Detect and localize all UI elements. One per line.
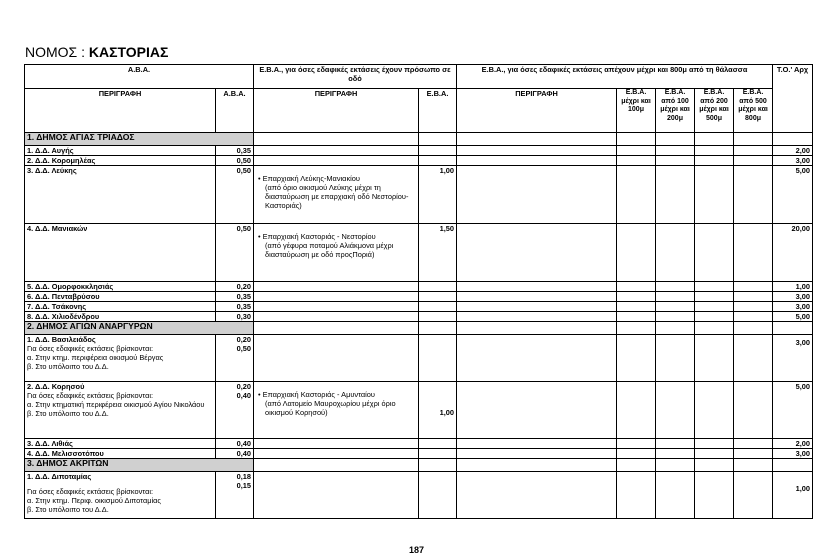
aba-value-a: 0,18 xyxy=(236,472,251,481)
header-eba-col: Ε.Β.Α. xyxy=(419,89,457,133)
road-detail: (από όριο οικισμού Λεύκης μέχρι τη διασταύρωση με επαρχιακή οδό Νεστορίου-Καστοριάς) xyxy=(265,183,409,210)
aba-value: 0,30 xyxy=(216,312,254,322)
district-name: 3. Δ.Δ. Λεύκης xyxy=(25,166,216,224)
road-detail: (από Λατομείο Μαυροχωρίου μέχρι όριο οικισμού Κορησού) xyxy=(265,399,396,417)
aba-value: 0,20 xyxy=(216,282,254,292)
header-dist-100: Ε.Β.Α. μέχρι και 100μ xyxy=(617,89,656,133)
header-aba: Α.Β.Α. xyxy=(25,65,254,89)
district-name: 4. Δ.Δ. Μελισσοτόπου xyxy=(25,449,216,459)
aba-value: 0,35 xyxy=(216,292,254,302)
section-title: 2. ΔΗΜΟΣ ΑΓΙΩΝ ΑΝΑΡΓΥΡΩΝ xyxy=(25,322,254,335)
eba-value: 1,00 xyxy=(419,166,457,224)
header-eba-road: Ε.Β.Α., για όσες εδαφικές εκτάσεις έχουν πρόσωπο σε οδό xyxy=(254,65,457,89)
section-title: 3. ΔΗΜΟΣ ΑΚΡΙΤΩΝ xyxy=(25,459,254,472)
prefecture-name: ΚΑΣΤΟΡΙΑΣ xyxy=(88,44,169,60)
district-name: 4. Δ.Δ. Μανιακών xyxy=(25,224,216,282)
district-name: 1. Δ.Δ. Βασιλειάδος xyxy=(27,335,96,344)
header-aba-col: Α.Β.Α. xyxy=(216,89,254,133)
valuation-table xyxy=(24,64,813,519)
header-sea-description: ΠΕΡΙΓΡΑΦΗ xyxy=(457,89,617,133)
aba-value: 0,50 xyxy=(216,156,254,166)
area-option-a: α. Στην κτημ. Περιφ. οικισμού Διποταμίας xyxy=(27,496,161,505)
to-value: 2,00 xyxy=(773,146,813,156)
aba-value-b: 0,15 xyxy=(236,481,251,490)
table-row xyxy=(25,156,813,166)
header-dist-500: Ε.Β.Α. από 200 μέχρι και 500μ xyxy=(695,89,734,133)
district-name: 2. Δ.Δ. Κορησού xyxy=(27,382,85,391)
district-name: 3. Δ.Δ. Λιθιάς xyxy=(25,439,216,449)
table-row xyxy=(25,282,813,292)
page-number: 187 xyxy=(408,545,425,555)
to-value: 2,00 xyxy=(773,439,813,449)
header-dist-800: Ε.Β.Α. από 500 μέχρι και 800μ xyxy=(734,89,773,133)
eba-value: 1,50 xyxy=(419,224,457,282)
eba-value: 1,00 xyxy=(419,382,457,439)
table-row xyxy=(25,312,813,322)
section-row xyxy=(25,133,813,146)
area-intro: Για όσες εδαφικές εκτάσεις βρίσκονται: xyxy=(27,487,154,496)
header-eba-sea: Ε.Β.Α., για όσες εδαφικές εκτάσεις απέχουν μέχρι και 800μ από τη θάλασσα xyxy=(457,65,773,89)
to-value: 5,00 xyxy=(773,312,813,322)
to-value: 3,00 xyxy=(773,292,813,302)
district-name: 8. Δ.Δ. Χιλιοδένδρου xyxy=(25,312,216,322)
table-row xyxy=(25,302,813,312)
table-row xyxy=(25,146,813,156)
district-name: 1. Δ.Δ. Αυγής xyxy=(25,146,216,156)
district-name: 5. Δ.Δ. Ομορφοκκλησιάς xyxy=(25,282,216,292)
section-row xyxy=(25,322,813,335)
to-value: 1,00 xyxy=(773,472,813,519)
road-description: • Επαρχιακή Λεύκης-Μανιακίου xyxy=(258,174,360,183)
table-row xyxy=(25,449,813,459)
road-description: • Επαρχιακή Καστοριάς - Αμυνταίου xyxy=(258,390,375,399)
section-title: 1. ΔΗΜΟΣ ΑΓΙΑΣ ΤΡΙΑΔΟΣ xyxy=(25,133,254,146)
area-option-a: α. Στην κτημ. περιφέρεια οικισμού Βέργας xyxy=(27,353,164,362)
table-row xyxy=(25,335,813,382)
to-value: 3,00 xyxy=(773,302,813,312)
header-to: Τ.Ο.' Αρχ xyxy=(773,65,813,133)
header-description: ΠΕΡΙΓΡΑΦΗ xyxy=(25,89,216,133)
header-road-description: ΠΕΡΙΓΡΑΦΗ xyxy=(254,89,419,133)
area-intro: Για όσες εδαφικές εκτάσεις βρίσκονται: xyxy=(27,344,154,353)
district-name: 7. Δ.Δ. Τσάκονης xyxy=(25,302,216,312)
aba-value-a: 0,20 xyxy=(236,335,251,344)
area-option-b: β. Στο υπόλοιπο του Δ.Δ. xyxy=(27,409,109,418)
area-intro: Για όσες εδαφικές εκτάσεις βρίσκονται: xyxy=(27,391,154,400)
to-value: 3,00 xyxy=(773,335,813,382)
table-row xyxy=(25,224,813,282)
table-row xyxy=(25,166,813,224)
aba-value-a: 0,20 xyxy=(236,382,251,391)
area-option-b: β. Στο υπόλοιπο του Δ.Δ. xyxy=(27,505,109,514)
aba-value: 0,35 xyxy=(216,146,254,156)
aba-value: 0,40 xyxy=(216,439,254,449)
to-value: 5,00 xyxy=(773,382,813,439)
area-option-b: β. Στο υπόλοιπο του Δ.Δ. xyxy=(27,362,109,371)
aba-value: 0,35 xyxy=(216,302,254,312)
aba-value: 0,50 xyxy=(216,224,254,282)
table-row xyxy=(25,472,813,519)
road-detail: (από γέφυρα ποταμού Αλιάκμονα μέχρι διασταύρωση με οδό προςΠοριά) xyxy=(265,241,394,259)
aba-value: 0,40 xyxy=(216,449,254,459)
district-name: 1. Δ.Δ. Διποταμίας xyxy=(27,472,92,481)
table-row xyxy=(25,439,813,449)
road-description: • Επαρχιακή Καστοριάς - Νεστορίου xyxy=(258,232,376,241)
header-dist-200: Ε.Β.Α. από 100 μέχρι και 200μ xyxy=(656,89,695,133)
table-row xyxy=(25,382,813,439)
document-title xyxy=(25,44,168,60)
district-name: 2. Δ.Δ. Κορομηλέας xyxy=(25,156,216,166)
section-row xyxy=(25,459,813,472)
to-value: 1,00 xyxy=(773,282,813,292)
to-value: 3,00 xyxy=(773,156,813,166)
to-value: 3,00 xyxy=(773,449,813,459)
aba-value-b: 0,50 xyxy=(236,344,251,353)
to-value: 20,00 xyxy=(773,224,813,282)
aba-value: 0,50 xyxy=(216,166,254,224)
area-option-a: α. Στην κτηματική περιφέρεια οικισμού Αγίου Νικολάου xyxy=(27,400,205,409)
district-name: 6. Δ.Δ. Πενταβρύσου xyxy=(25,292,216,302)
aba-value-b: 0,40 xyxy=(236,391,251,400)
table-row xyxy=(25,292,813,302)
to-value: 5,00 xyxy=(773,166,813,224)
title-prefix: ΝΟΜΟΣ : xyxy=(25,44,89,60)
